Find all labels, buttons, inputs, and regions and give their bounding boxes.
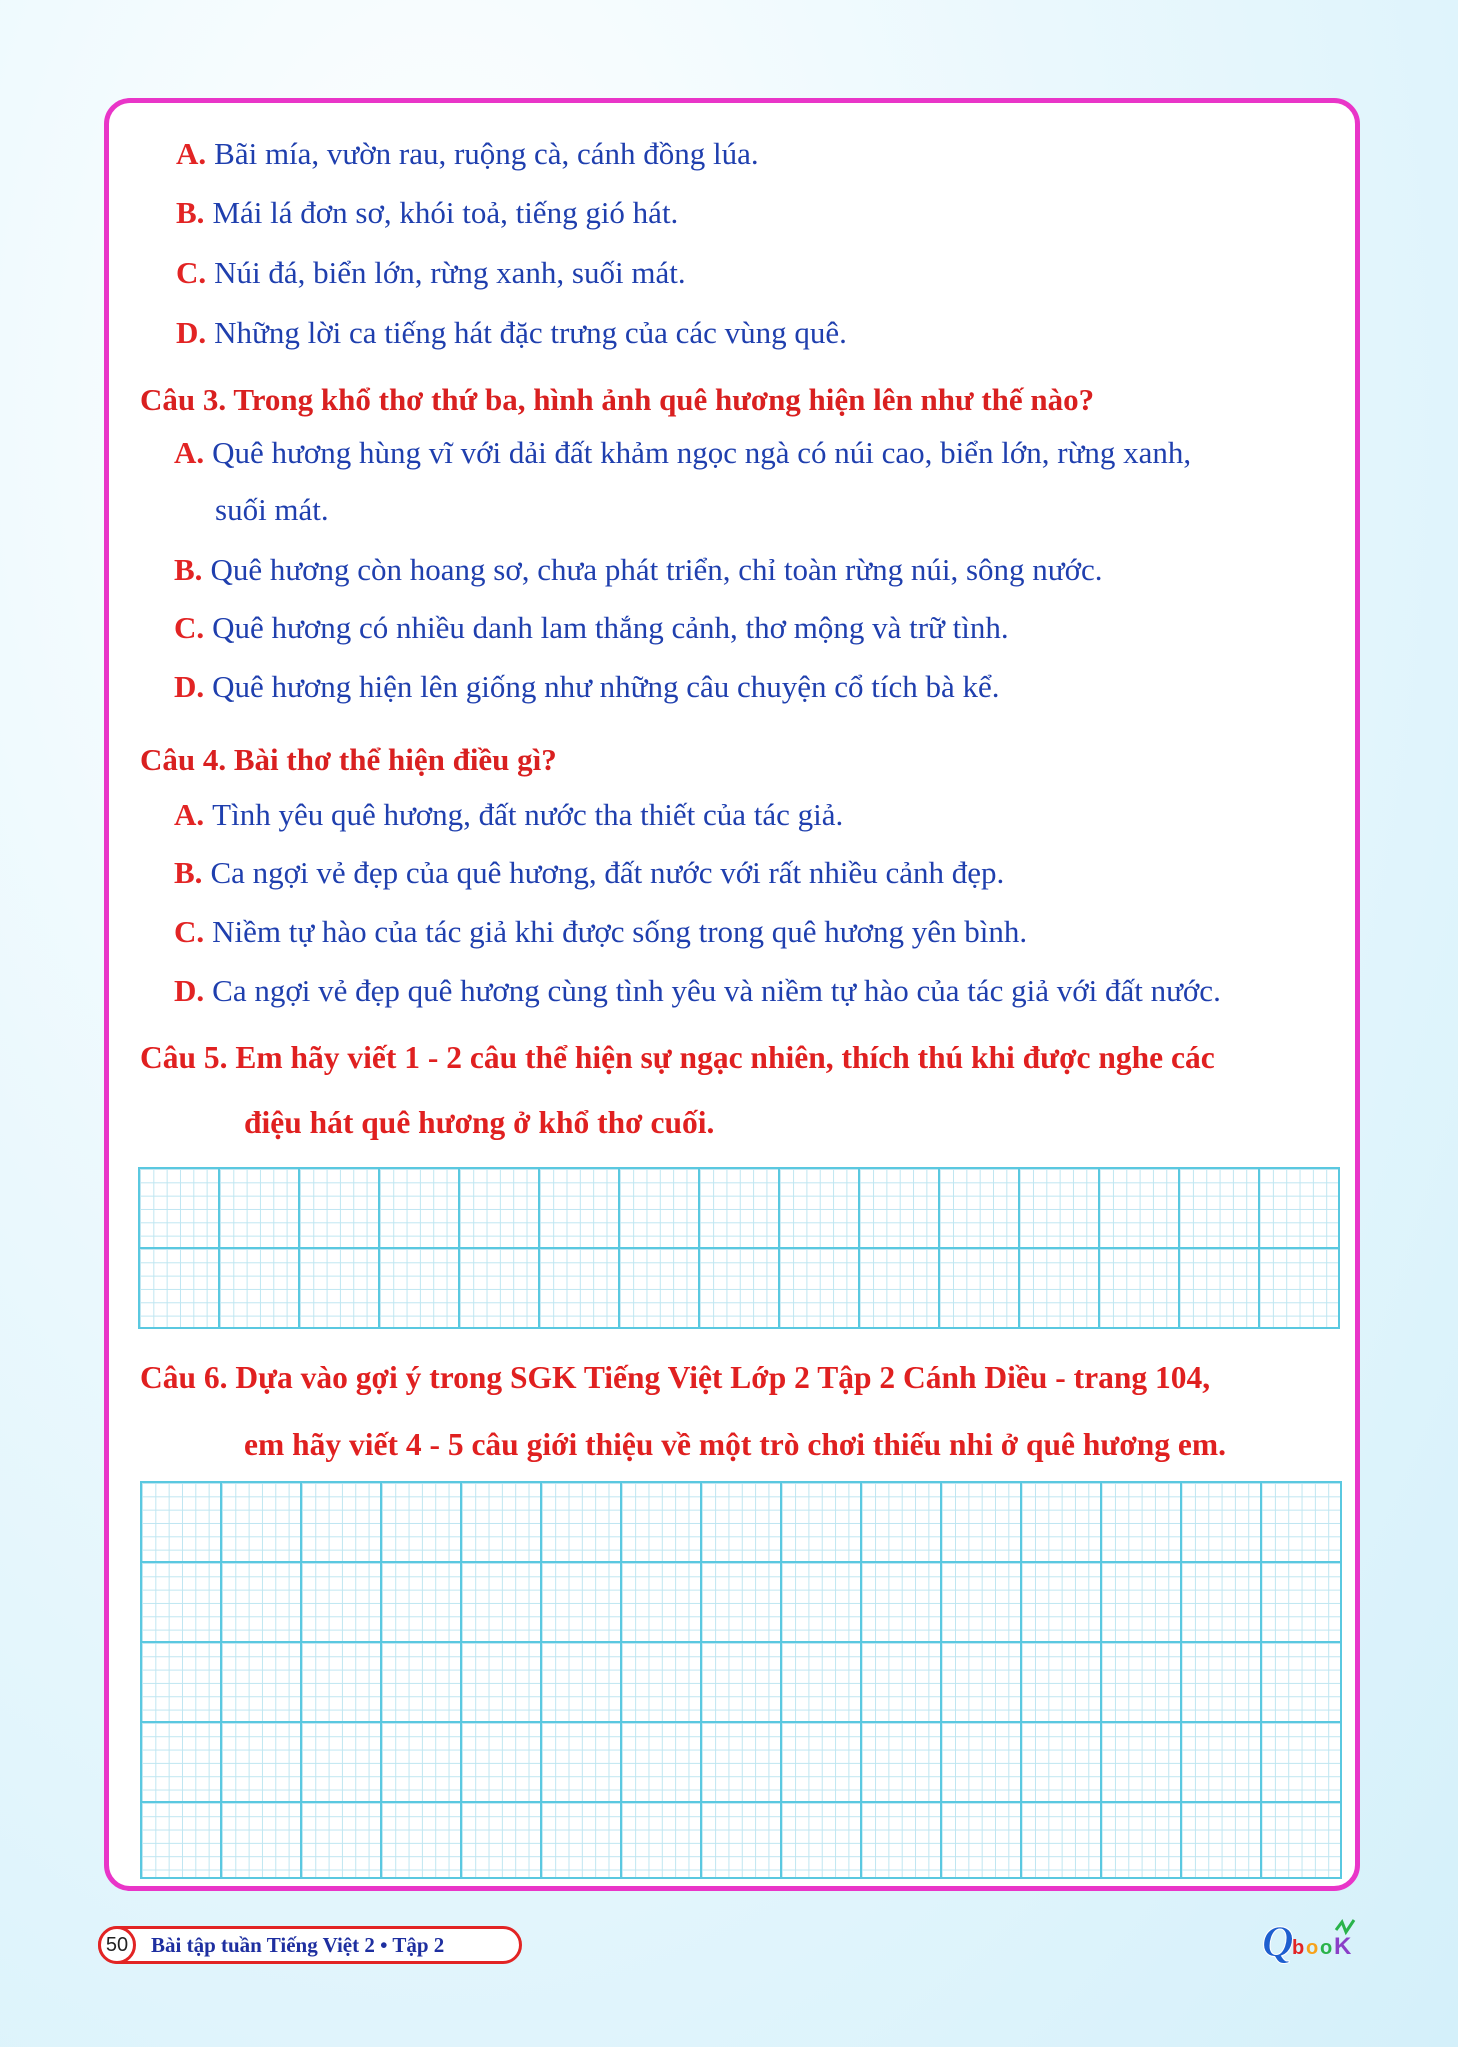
q3-option-a: A. Quê hương hùng vĩ với dải đất khảm ngọc ngà có núi cao, biển lớn, rừng xanh, (174, 435, 1192, 470)
qbook-logo-icon (1262, 1910, 1372, 1970)
book-title: Bài tập tuần Tiếng Việt 2 • Tập 2 (151, 1933, 445, 1957)
footer-banner (98, 1926, 522, 1964)
q3-option-c: C. Quê hương có nhiều danh lam thắng cảnh, thơ mộng và trữ tình. (174, 610, 1009, 645)
q3-option-b: B. Quê hương còn hoang sơ, chưa phát triển, chỉ toàn rừng núi, sông nước. (174, 552, 1103, 587)
q2-option-a: A. Bãi mía, vườn rau, ruộng cà, cánh đồng lúa. (176, 136, 759, 171)
q4-option-b: B. Ca ngợi vẻ đẹp của quê hương, đất nước với rất nhiều cảnh đẹp. (174, 855, 1005, 890)
qbook-logo (1262, 1910, 1372, 1970)
svg-text:o: o (1320, 1937, 1333, 1959)
q2-option-c: C. Núi đá, biển lớn, rừng xanh, suối mát. (176, 255, 686, 290)
svg-text:o: o (1306, 1937, 1319, 1959)
q3-option-a-continued: suối mát. (215, 492, 329, 527)
page-number: 50 (98, 1926, 136, 1964)
q4-option-c: C. Niềm tự hào của tác giả khi được sống trong quê hương yên bình. (174, 914, 1028, 949)
svg-text:K: K (1334, 1933, 1352, 1960)
q6-title-line1: Câu 6. Dựa vào gợi ý trong SGK Tiếng Việt Lớp 2 Tập 2 Cánh Diều - trang 104, (140, 1360, 1211, 1395)
q4-title: Câu 4. Bài thơ thể hiện điều gì? (140, 742, 557, 777)
svg-text:b: b (1292, 1937, 1305, 1959)
q5-title-line2: điệu hát quê hương ở khổ thơ cuối. (244, 1105, 715, 1140)
q4-option-a: A. Tình yêu quê hương, đất nước tha thiết của tác giả. (174, 797, 844, 832)
q5-title-line1: Câu 5. Em hãy viết 1 - 2 câu thể hiện sự ngạc nhiên, thích thú khi được nghe các (140, 1040, 1215, 1075)
svg-text:Q: Q (1262, 1917, 1294, 1966)
q3-title: Câu 3. Trong khổ thơ thứ ba, hình ảnh quê hương hiện lên như thế nào? (140, 382, 1095, 417)
q5-writing-grid[interactable] (138, 1167, 1340, 1329)
q4-option-d: D. Ca ngợi vẻ đẹp quê hương cùng tình yêu và niềm tự hào của tác giả với đất nước. (174, 973, 1221, 1008)
q2-option-d: D. Những lời ca tiếng hát đặc trưng của các vùng quê. (176, 315, 847, 350)
q6-title-line2: em hãy viết 4 - 5 câu giới thiệu về một trò chơi thiếu nhi ở quê hương em. (244, 1427, 1227, 1462)
q3-option-d: D. Quê hương hiện lên giống như những câu chuyện cổ tích bà kể. (174, 669, 1000, 704)
q2-option-b: B. Mái lá đơn sơ, khói toả, tiếng gió hát. (176, 195, 679, 230)
q6-writing-grid[interactable] (140, 1481, 1342, 1879)
